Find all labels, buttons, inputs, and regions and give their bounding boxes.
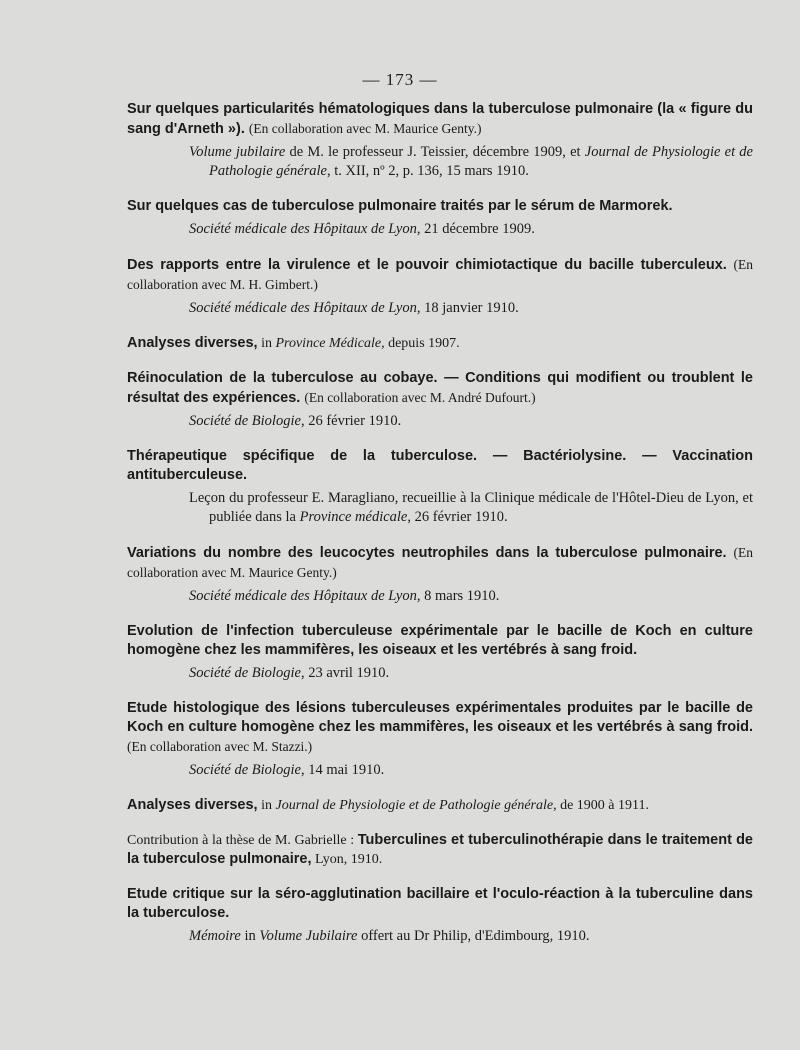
publication-entry — [127, 699, 753, 780]
entry-title: Thérapeutique spécifique de la tuberculose. — Bactériolysine. — Vaccination antituberculeuse. — [127, 448, 753, 483]
publication-entry: Analyses diverses, in Province Médicale, depuis 1907. — [127, 335, 460, 351]
entry-title: Sur quelques cas de tuberculose pulmonaire traités par le sérum de Marmorek. — [127, 198, 673, 214]
publication-entry — [127, 622, 753, 683]
page-number: — 173 — — [362, 70, 438, 89]
entry-title: Analyses diverses, — [127, 335, 258, 351]
publication-entry: Analyses diverses, in Journal de Physiologie et de Pathologie générale, de 1900 à 1911. — [127, 797, 649, 813]
publication-entry — [127, 197, 753, 239]
publication-entry — [127, 885, 753, 946]
entry-reference: Société médicale des Hôpitaux de Lyon, 18 janvier 1910. — [189, 300, 519, 316]
entry-reference: Société de Biologie, 14 mai 1910. — [189, 762, 385, 778]
entry-title: Etude histologique des lésions tuberculeuses expérimentales produites par le bacille de Koch en culture homogène chez les mammifères, les oiseaux et les vertébrés à sang froid. — [127, 700, 753, 735]
entry-title: Sur quelques particularités hématologiques dans la tuberculose pulmonaire (la « figure du sang d'Arneth »). — [127, 101, 753, 137]
publication-entry — [127, 255, 753, 318]
publication-entry — [127, 447, 753, 527]
entry-title: Variations du nombre des leucocytes neutrophiles dans la tuberculose pulmonaire. — [127, 545, 727, 561]
entry-collaboration: (En collaboration avec M. Maurice Genty.) — [248, 121, 482, 136]
entry-reference: Société de Biologie, 23 avril 1910. — [189, 665, 390, 681]
entry-title: Analyses diverses, — [127, 797, 258, 813]
publication-list — [127, 100, 753, 962]
entry-title: Tuberculines et tuberculinothérapie dans le traitement de la tuberculose pulmonaire, — [127, 832, 753, 867]
entry-title: Etude critique sur la séro-agglutination bacillaire et l'oculo-réaction à la tuberculine dans la tuberculose. — [127, 886, 753, 921]
entry-collaboration: (En collaboration avec M. Maurice Genty.) — [127, 545, 753, 580]
publication-entry — [127, 369, 753, 431]
entry-prefix: Contribution à la thèse de M. Gabrielle : — [127, 833, 358, 848]
publication-entry — [127, 100, 753, 181]
entry-reference: Mémoire in Volume Jubilaire offert au Dr Philip, d'Edimbourg, 1910. — [189, 928, 590, 944]
entry-reference: Société médicale des Hôpitaux de Lyon, 8 mars 1910. — [189, 588, 500, 604]
publication-entry: Contribution à la thèse de M. Gabrielle : Tuberculines et tuberculinothérapie dans le traitement de la tuberculose pulmonaire, Lyon, 1910. — [127, 832, 753, 867]
entry-reference: Volume jubilaire de M. le professeur J. Teissier, décembre 1909, et Journal de Physiologie et de Pathologie générale, t. XII, nº 2, p. 136, 15 mars 1910. — [189, 144, 753, 179]
entry-reference: Société de Biologie, 26 février 1910. — [189, 413, 402, 429]
entry-collaboration: (En collaboration avec M. André Dufourt.) — [304, 390, 536, 405]
entry-title: Des rapports entre la virulence et le pouvoir chimiotactique du bacille tuberculeux. — [127, 257, 727, 273]
entry-reference: Société médicale des Hôpitaux de Lyon, 21 décembre 1909. — [189, 221, 535, 237]
publication-entry — [127, 543, 753, 606]
entry-reference: Leçon du professeur E. Maragliano, recueillie à la Clinique médicale de l'Hôtel-Dieu de Lyon, et publiée dans la Province médicale, 26 février 1910. — [189, 490, 753, 525]
entry-collaboration: (En collaboration avec M. Stazzi.) — [127, 739, 313, 754]
entry-title: Evolution de l'infection tuberculeuse expérimentale par le bacille de Koch en culture homogène chez les mammifères, les oiseaux et les vertébrés à sang froid. — [127, 623, 753, 658]
entry-collaboration: (En collaboration avec M. H. Gimbert.) — [127, 257, 754, 292]
entry-title: Réinoculation de la tuberculose au cobaye. — Conditions qui modifient ou troublent le résultat des expériences. — [127, 370, 753, 406]
